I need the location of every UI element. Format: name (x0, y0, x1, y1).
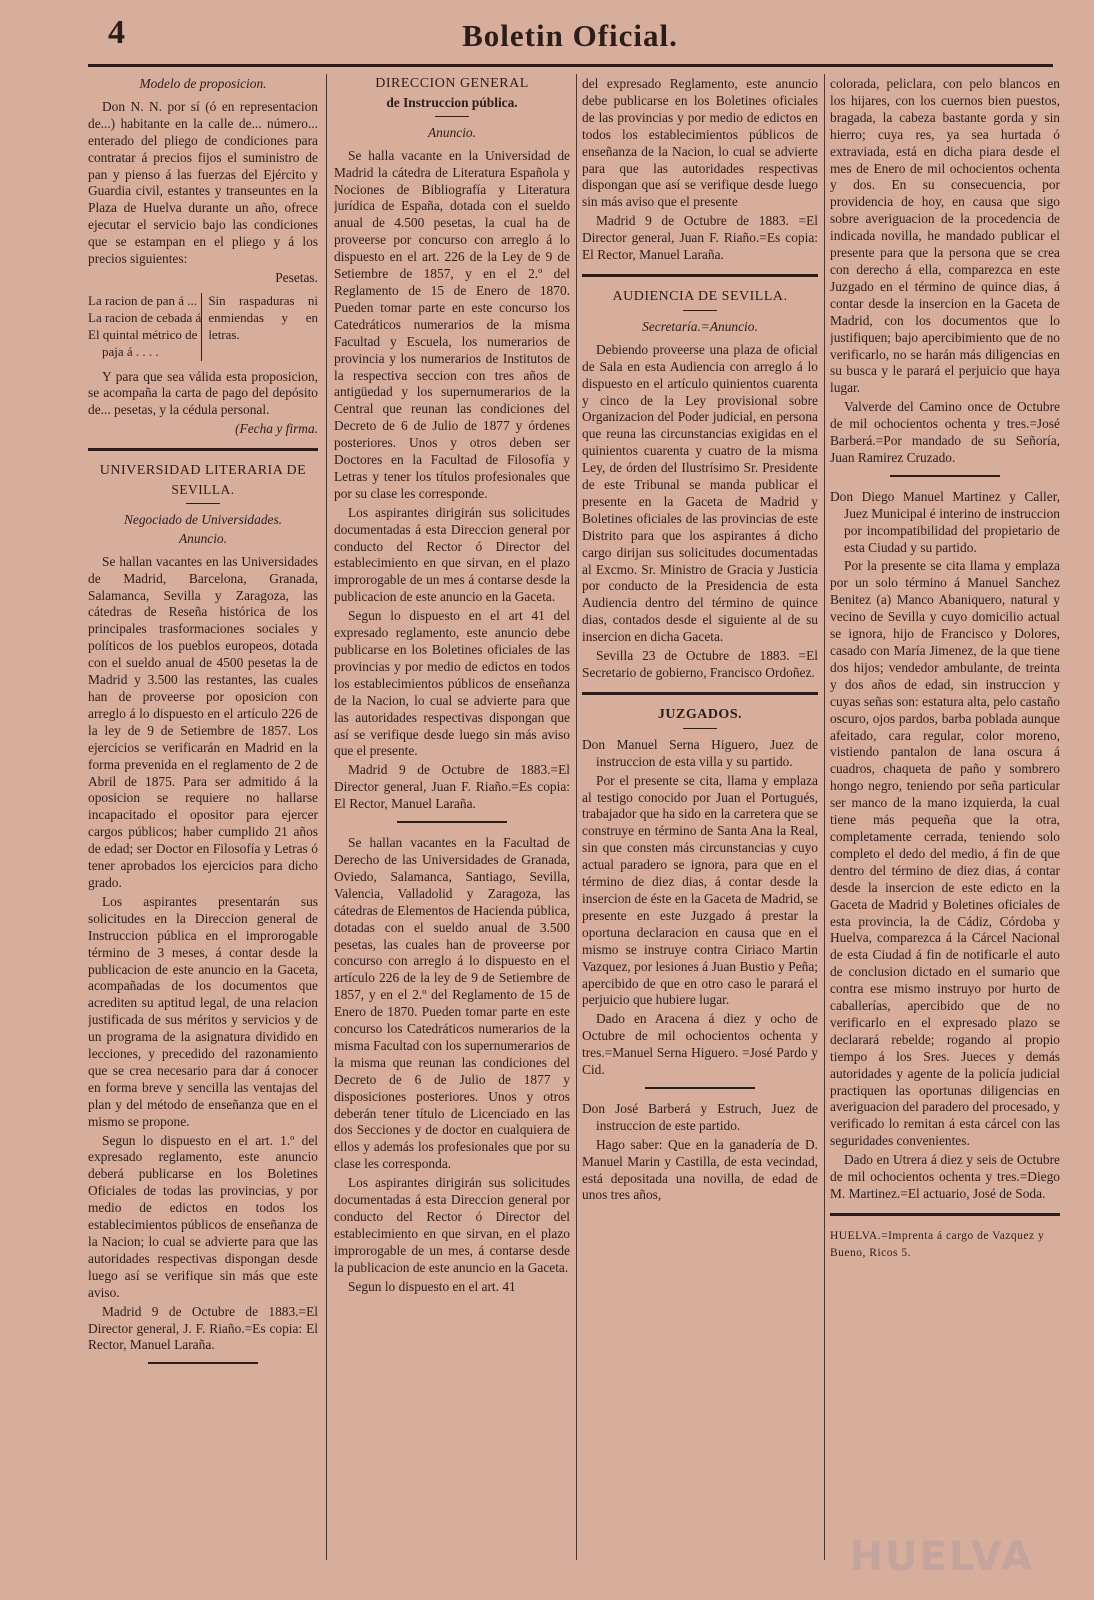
paragraph: Los aspirantes dirigirán sus solicitudes documentadas á esta Direccion general por conducto del Rector ó Director del establecimiento en que sirvan, en el plazo improrogable de un mes, á contarse desde la publicacion de este anuncio en la Gaceta. (334, 1175, 570, 1275)
page-number: 4 (108, 14, 125, 51)
section-title: JUZGADOS. (657, 706, 743, 722)
section-rule (582, 692, 818, 695)
column-1 (88, 76, 318, 1572)
imprint: HUELVA.=Imprenta á cargo de Vazquez y Bueno, Ricos 5. (830, 1229, 1045, 1259)
paragraph: Don N. N. por sí (ó en representacion de...) habitante en la calle de... número... enterado del pliego de condiciones para contratar á precios fijos el suministro de pan y pienso á las fuerzas del Ejército y Guardia civil, estantes y transeuntes en la Plaza de Huelva durante un año, ofrece ejecutar el servicio bajo las condiciones que se estampan en el pliego y á los precios siguientes: (88, 98, 318, 267)
page-header (80, 14, 1060, 62)
section-rule (88, 448, 318, 451)
section-rule (582, 274, 818, 277)
paragraph: Debiendo proveerse una plaza de oficial de Sala en esta Audiencia con arreglo á lo dispuesto en el artículo quinientos cuarenta y cinco de la Ley provisional sobre Organizacion del Poder judicial, en persona que reuna las circunstancias exigidas en el quinientos cuarenta y cuatro de la misma Ley, de órden del Ilustrísimo Sr. Presidente de este Tribunal se manda publicar el presente en la Gaceta de Madrid y Boletines oficiales de las provincias de este Distrito para que los aspirantes á dicho cargo dirijan sus solicitudes documentadas al Excmo. Sr. Ministro de Gracia y Justicia por conducto de la Presidencia de esta Audiencia dentro del término de quince dias, contados desde el siguiente al de su insercion en dicha Gaceta. (582, 341, 818, 645)
column-3 (582, 76, 818, 1572)
paragraph: colorada, peliclara, con pelo blancos en los hijares, con los cuernos bien puestos, bragada, la cabeza bastante gorda y sin hierro; cuya res, ya sea hurtada ó extraviada, está en dicha piara desde el mes de Enero de mil ochocientos ochenta y dos. En su consecuencia, por providencia de hoy, en causa que sigo sobre averiguacion de la procedencia de indicada novilla, he mandado publicar el presente para que la persona que se crea con derecho á ella, comparezca en este Juzgado en el término de quince dias, á contar desde la insercion en la Gaceta de Madrid, con los documentos que lo justifiquen; bajo apercibimiento que de no verificarlo, no se harán más diligencias en su busca y le parará el perjuicio que haya lugar. (830, 76, 1060, 396)
section-subheading: Anuncio. (179, 530, 227, 546)
paragraph: Hago saber: Que en la ganadería de D. Manuel Marin y Castilla, de esta vecindad, está depositada una novilla, de edad de unos tres años, (582, 1136, 818, 1203)
section-subtitle: de Instruccion pública. (386, 94, 518, 110)
section-rule (397, 821, 507, 823)
paragraph: Madrid 9 de Octubre de 1883. =El Director general, Juan F. Riaño.=Es copia: El Rector, Manuel Laraña. (582, 213, 818, 263)
price-note: Sin raspaduras ni enmiendas y en letras. (201, 293, 318, 361)
masthead-title: Boletin Oficial. (462, 18, 678, 53)
paragraph: Madrid 9 de Octubre de 1883.=El Director general, J. F. Riaño.=Es copia: El Rector, Manuel Laraña. (88, 1303, 318, 1353)
price-labels (88, 293, 201, 361)
paragraph: Don Diego Manuel Martinez y Caller, Juez Municipal é interino de instruccion por incompatibilidad del propietario de esta Ciudad y su partido. (830, 488, 1060, 555)
section-rule (645, 1087, 755, 1089)
short-rule (435, 116, 469, 117)
price-table (88, 293, 318, 361)
short-rule (683, 728, 717, 729)
section-subheading: Secretaría.=Anuncio. (642, 318, 758, 334)
section-rule (148, 1362, 258, 1364)
paragraph: Don Manuel Serna Higuero, Juez de instruccion de esta villa y su partido. (582, 736, 818, 769)
column-4 (830, 76, 1060, 1572)
section-heading: Modelo de proposicion. (139, 76, 267, 91)
short-rule (186, 503, 220, 504)
section-subtitle: SEVILLA. (171, 482, 235, 498)
paragraph: Valverde del Camino once de Octubre de mil ochocientos ochenta y tres.=José Barberá.=Por mandado de su Señoría, Juan Ramirez Cruzado. (830, 399, 1060, 465)
paragraph: Dado en Utrera á diez y seis de Octubre de mil ochocientos ochenta y tres.=Diego M. Martinez.=El actuario, José de Soda. (830, 1152, 1060, 1201)
section-rule (890, 475, 1000, 477)
price-row: El quintal métrico de (88, 326, 198, 342)
paragraph: Dado en Aracena á diez y ocho de Octubre de mil ochocientos ochenta y tres.=Manuel Serna Higuero. =José Pardo y Cid. (582, 1011, 818, 1078)
paragraph: Por la presente se cita llama y emplaza por un solo término á Manuel Sanchez Benitez (a) Manco Abaniquero, natural y vecino de Sevilla y cuyo domicilio actual se ignora, hijo de Francisco y Dolores, casado con María Jimenez, de la que tiene dos hijos; vendedor ambulante, de treinta y dos años de edad, sin instruccion y cuyas señas son: estatura alta, pelo castaño oscuro, ojos pardos, barba poblada aunque afeitado, cara regular, color moreno, vistiendo pantalon de lana oscura á cuadros, chaqueta de paño y sombrero hongo negro, teniendo por seña particular ser manco de la mano izquierda, la cual tiene más pequeña que la otra, completamente cerrada, teniendo solo completo el dedo del medio, á fin de que dentro del término de diez dias, á contar desde la insercion de este edicto en la Gaceta de Madrid y Boletines oficiales de esta provincia, la de Cádiz, Córdoba y Huelva, comparezca á la Cárcel Nacional de esta Ciudad á fin de notificarle el auto de conclusion dictado en el sumario que contra ese mismo instruyo por hurto de caballerías, apercibido que de no verificarlo en el expresado plazo se declarará rebelde; rogando al propio tiempo á los Sres. Jueces y demás autoridades y agente de la policía judicial practiquen las oportunas diligencias en averiguacion del paradero del procesado, y verificado lo remitan á esta cárcel con las seguridades convenientes. (830, 558, 1060, 1149)
paragraph: Se hallan vacantes en la Facultad de Derecho de las Universidades de Granada, Oviedo, Salamanca, Santiago, Sevilla, Valencia, Valladolid y Zaragoza, las cátedras de Elementos de Hacienda pública, dotadas con el sueldo anual de 3.500 pesetas, las cuales han de proveerse por concurso con arreglo á lo dispuesto en el artículo 226 de la ley de 9 de Setiembre de 1857, y en el 2.º del Reglamento de 15 de Enero de 1870. Pueden tomar parte en este concurso los Catedráticos numerarios de la misma Facultad con los supernumerarios de la misma que reunan las condiciones del Decreto de 6 de Julio de 1877 y disposiciones posteriores. Unos y otros deberán tener título de Licenciado en las dos Secciones y de doctor en cualquiera de ellos y además los profesionales que por su clase les corresponda. (334, 835, 570, 1172)
paragraph: Se hallan vacantes en las Universidades de Madrid, Barcelona, Granada, Salamanca, Sevilla y Zaragoza, las cátedras de Reseña histórica de los principales trasformaciones sociales y políticos de los pueblos europeos, dotada con el sueldo anual de 4500 pesetas la de Madrid y 3.500 las restantes, las cuales han de proveerse por oposicion con arreglo á lo dispuesto en el artículo 226 de la ley de 9 de Setiembre de 1857. Los ejercicios se verificarán en Madrid en la forma prevenida en el reglamento de 2 de Abril de 1875. Para ser admitido á la oposicion se requiere no hallarse incapacitado el opositor para ejercer cargos públicos; haber cumplido 21 años de edad; ser Doctor en Filosofía y Letras ó tener aprobados los ejercicios para dicho grado. (88, 553, 318, 890)
header-rule (88, 64, 1053, 67)
paragraph: Sevilla 23 de Octubre de 1883. =El Secretario de gobierno, Francisco Ordoñez. (582, 648, 818, 680)
section-subheading: Anuncio. (428, 124, 476, 140)
paragraph: Segun lo dispuesto en el art. 1.º del expresado reglamento, este anuncio deberá publicarse en los Boletines Oficiales de todas las provincias, y por medio de edictos en todos los establecimientos públicos de enseñanza de la Nacion; lo cual se advierte para que las autoridades respectivas dispongan desde luego así se verifique sin más que este aviso. (88, 1132, 318, 1300)
section-title: AUDIENCIA DE SEVILLA. (612, 288, 788, 304)
paragraph: Los aspirantes presentarán sus solicitudes en la Direccion general de Instruccion pública en el improrogable término de 3 meses, á contar desde la publicacion de este anuncio en la Gaceta, acompañadas de los documentos que acrediten su aptitud legal, de una relacion justificada de sus méritos y servicios y de un programa de la asignatura dividido en lecciones, y precedido del razonamiento que se crea necesario para dar á conocer en forma breve y sencilla las ventajas del plan y del método de enseñanza que en el mismo se propone. (88, 893, 318, 1129)
paragraph: Don José Barberá y Estruch, Juez de instruccion de este partido. (582, 1100, 818, 1133)
paragraph: Segun lo dispuesto en el art. 41 (348, 1278, 516, 1294)
signature-line: (Fecha y firma. (235, 421, 318, 437)
pesetas-label: Pesetas. (275, 269, 318, 285)
section-title: UNIVERSIDAD LITERARIA DE (99, 463, 307, 479)
paragraph: del expresado Reglamento, este anuncio debe publicarse en los Boletines oficiales de las provincias y por medio de edictos en todos los establecimientos públicos de enseñanza de la Nacion, lo cual se advierte para que las autoridades respectivas dispongan que así se verifique desde luego sin más aviso que el presente (582, 76, 818, 210)
paragraph: Madrid 9 de Octubre de 1883.=El Director general, Juan F. Riaño.=Es copia: El Rector, Manuel Laraña. (334, 762, 570, 812)
paragraph: Se halla vacante en la Universidad de Madrid la cátedra de Literatura Española y Nociones de Bibliografía y Literatura jurídica de España, dotada con el sueldo anual de 4.500 pesetas, la cual ha de proveerse por concurso con arreglo á lo dispuesto en el art. 226 de la Ley de 9 de Setiembre de 1857, y en el 2.º del Reglamento de 15 de Enero de 1870. Pueden tomar parte en este concurso los Catedráticos numerarios de la misma Facultad y Escuela, los numerarios de provincia y los numerarios de Institutos de la respectiva seccion con tres años de antigüedad y los supernumerarios de la Central que reunan las condiciones del Decreto de 6 de Julio de 1877 y órdenes posteriores. Unos y otros deben ser Doctores en la Facultad de Filosofía y Letras y tener los títulos profesionales que por su clase les corresponde. (334, 147, 570, 501)
section-title: DIRECCION GENERAL (375, 76, 529, 91)
column-2 (334, 76, 570, 1572)
watermark-logo: HUELVA (849, 1534, 1034, 1580)
paragraph: Los aspirantes dirigirán sus solicitudes documentadas á esta Direccion general por conducto del Rector ó Director del establecimiento en que sirvan, en el plazo improrogable de un mes á contarse desde la publicacion de este anuncio en la Gaceta. (334, 504, 570, 605)
section-subheading: Negociado de Universidades. (123, 511, 283, 527)
paragraph: Segun lo dispuesto en el art 41 del expresado reglamento, este anuncio debe publicarse en los Boletines oficiales de las provincias y por medio de edictos en todos los establecimientos públicos de enseñanza de la Nacion, lo cual se advierte para que las autoridades respectivas dispongan que así se verifique desde luego sin más aviso que el presente. (334, 608, 570, 759)
paragraph: Por el presente se cita, llama y emplaza al testigo conocido por Juan el Portugués, trabajador que ha sido en la carretera que se construye en término de Santa Ana la Real, sin que consten más circunstancias y cuyo actual paradero se ignora, para que en el término de diez dias, á contar desde la insercion de éste en la Gaceta de Madrid, se presente en este Juzgado á prestar la oportuna declaracion en causa que en el mismo se instruye contra Ciriaco Martin Vazquez, por lesiones á Juan Bustio y Peña; apercibido de que en otro caso le parará el perjuicio que hubiere lugar. (582, 772, 818, 1008)
paragraph: Y para que sea válida esta proposicion, se acompaña la carta de pago del depósito de... pesetas, y la cédula personal. (88, 368, 318, 418)
short-rule (683, 310, 717, 311)
price-row: La racion de cebada á (88, 309, 202, 325)
section-rule (830, 1213, 1060, 1216)
column-divider (576, 74, 577, 1560)
column-divider (824, 74, 825, 1560)
price-row: paja á . . . . (102, 343, 159, 359)
price-row: La racion de pan á ... (88, 292, 198, 308)
column-divider (326, 74, 327, 1560)
